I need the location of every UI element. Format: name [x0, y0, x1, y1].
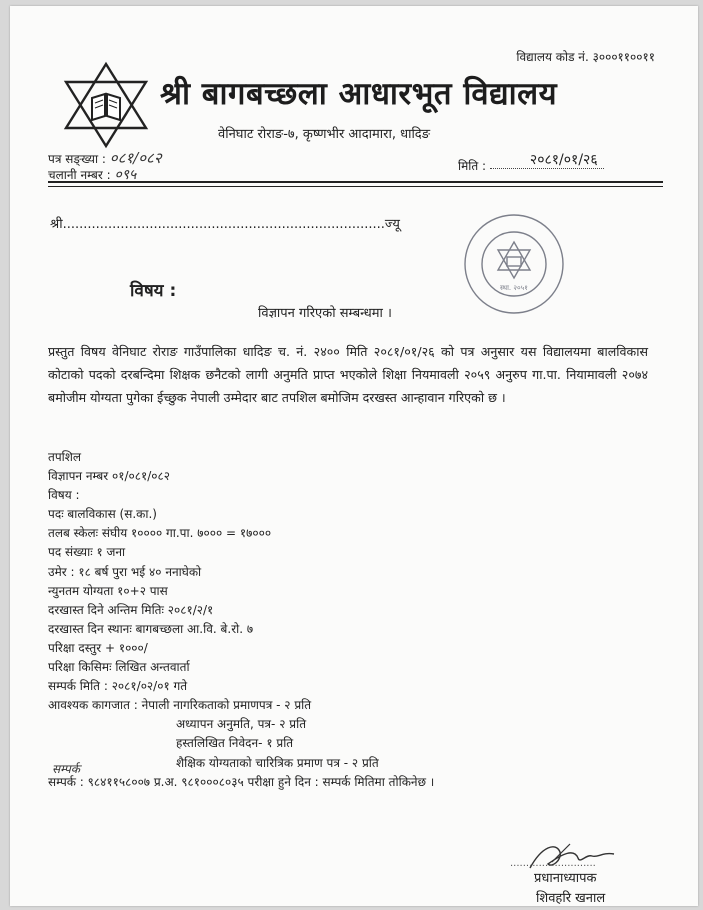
- body-paragraph: प्रस्तुत विषय वेनिघाट रोराङ गाउँपालिका धादिङ च. नं. २४०० मिति २०८१/०१/२६ को पत्र अनुसार यस विद्यालयमा बालविकास कोटाको पदको दरबन्दिमा शिक्षक छनैटको लागी अनुमति प्राप्त भएकोले शिक्षा नियमावली २०५९ अनुरुप गा.पा. नियामावली २०७४ बमोजीम योग्यता पुगेका ईच्छुक नेपाली उम्मेदार बाट तपशिल बमोजिम दरखस्त आन्हावान गरिएको छ ।: [48, 344, 648, 405]
- detail-row: आवश्यक कागजात : नेपाली नागरिकताको प्रमाणपत्र - २ प्रति: [48, 698, 312, 713]
- salutation: श्री..............................................................................ज्यू: [50, 217, 400, 232]
- contact-handwritten-note: सम्पर्क: [52, 762, 80, 776]
- subject-heading: विषय :: [130, 281, 177, 301]
- book-icon: [92, 94, 120, 120]
- header-rule-thin: [48, 186, 663, 187]
- detail-row: तलब स्केलः संघीय १०००० गा.पा. ७००० = १७०००: [48, 526, 272, 541]
- letter-date: [458, 152, 604, 175]
- svg-text:स्था. २०५१: स्था. २०५१: [500, 284, 528, 292]
- signatory-title: प्रधानाध्यापक: [534, 871, 597, 886]
- detail-row-indented: हस्तलिखित निवेदन- १ प्रति: [176, 736, 294, 751]
- letter-number-value: ०८१/०८२: [109, 149, 162, 167]
- detail-row: विषय :: [48, 488, 80, 503]
- signature-line: ...........................: [510, 858, 596, 869]
- detail-row: परिक्षा किसिमः लिखित अन्तवार्ता: [48, 660, 190, 675]
- detail-row-indented: शैक्षिक योग्यताको चारित्रिक प्रमाण पत्र - २ प्रति: [176, 755, 379, 770]
- dispatch-number-value: ०९५: [114, 167, 137, 183]
- detail-row: न्युनतम योग्यता १०+२ पास: [48, 583, 168, 598]
- letter-number-label: पत्र सङ्ख्या :: [48, 152, 106, 166]
- detail-row: पदः बालविकास (स.का.): [48, 507, 157, 522]
- detail-row-indented: अध्यापन अनुमति, पत्र- २ प्रति: [176, 717, 307, 732]
- contact-line: सम्पर्क : ९८४११५८००७ प्र.अ. ९८१०००८०३५ परीक्षा हुने दिन : सम्पर्क मितिमा तोकिनेछ ।: [48, 774, 435, 789]
- date-label: मिति :: [458, 159, 487, 173]
- detail-row: दरखास्त दिन स्थानः बागबच्छला आ.वि. बे.रो. ७: [48, 621, 254, 636]
- detail-row: पद संख्याः १ जना: [48, 545, 126, 560]
- signatory-name: शिवहरि खनाल: [536, 891, 606, 906]
- school-address: वेनिघाट रोराङ-७, कृष्णभीर आदामारा, धादिङ: [218, 127, 430, 142]
- details-list: [48, 448, 434, 792]
- date-value: २०८१/०१/२६: [490, 152, 604, 169]
- detail-row: परिक्षा दस्तुर + १०००/: [48, 640, 148, 655]
- subject-text: विज्ञापन गरिएको सम्बन्धमा ।: [258, 306, 392, 321]
- details-heading: तपशिल: [48, 450, 82, 464]
- detail-row: सम्पर्क मिति : २०८१/०२/०१ गते: [48, 679, 188, 694]
- detail-row: दरखास्त दिने अन्तिम मितिः २०८१/२/१: [48, 602, 214, 617]
- official-stamp: [462, 212, 566, 316]
- detail-row: विज्ञापन नम्बर ०१/०८१/०८२: [48, 469, 171, 484]
- school-logo: [60, 60, 152, 150]
- detail-row: उमेर : १८ बर्ष पुरा भई ४० ननाघेको: [48, 564, 202, 579]
- header-rule: [48, 181, 663, 183]
- school-code: विद्यालय कोड नं. ३०००११००११: [516, 50, 655, 64]
- school-name: श्री बागबच्छला आधारभूत विद्यालय: [160, 76, 558, 112]
- dispatch-number-label: चलानी नम्बर :: [48, 168, 111, 182]
